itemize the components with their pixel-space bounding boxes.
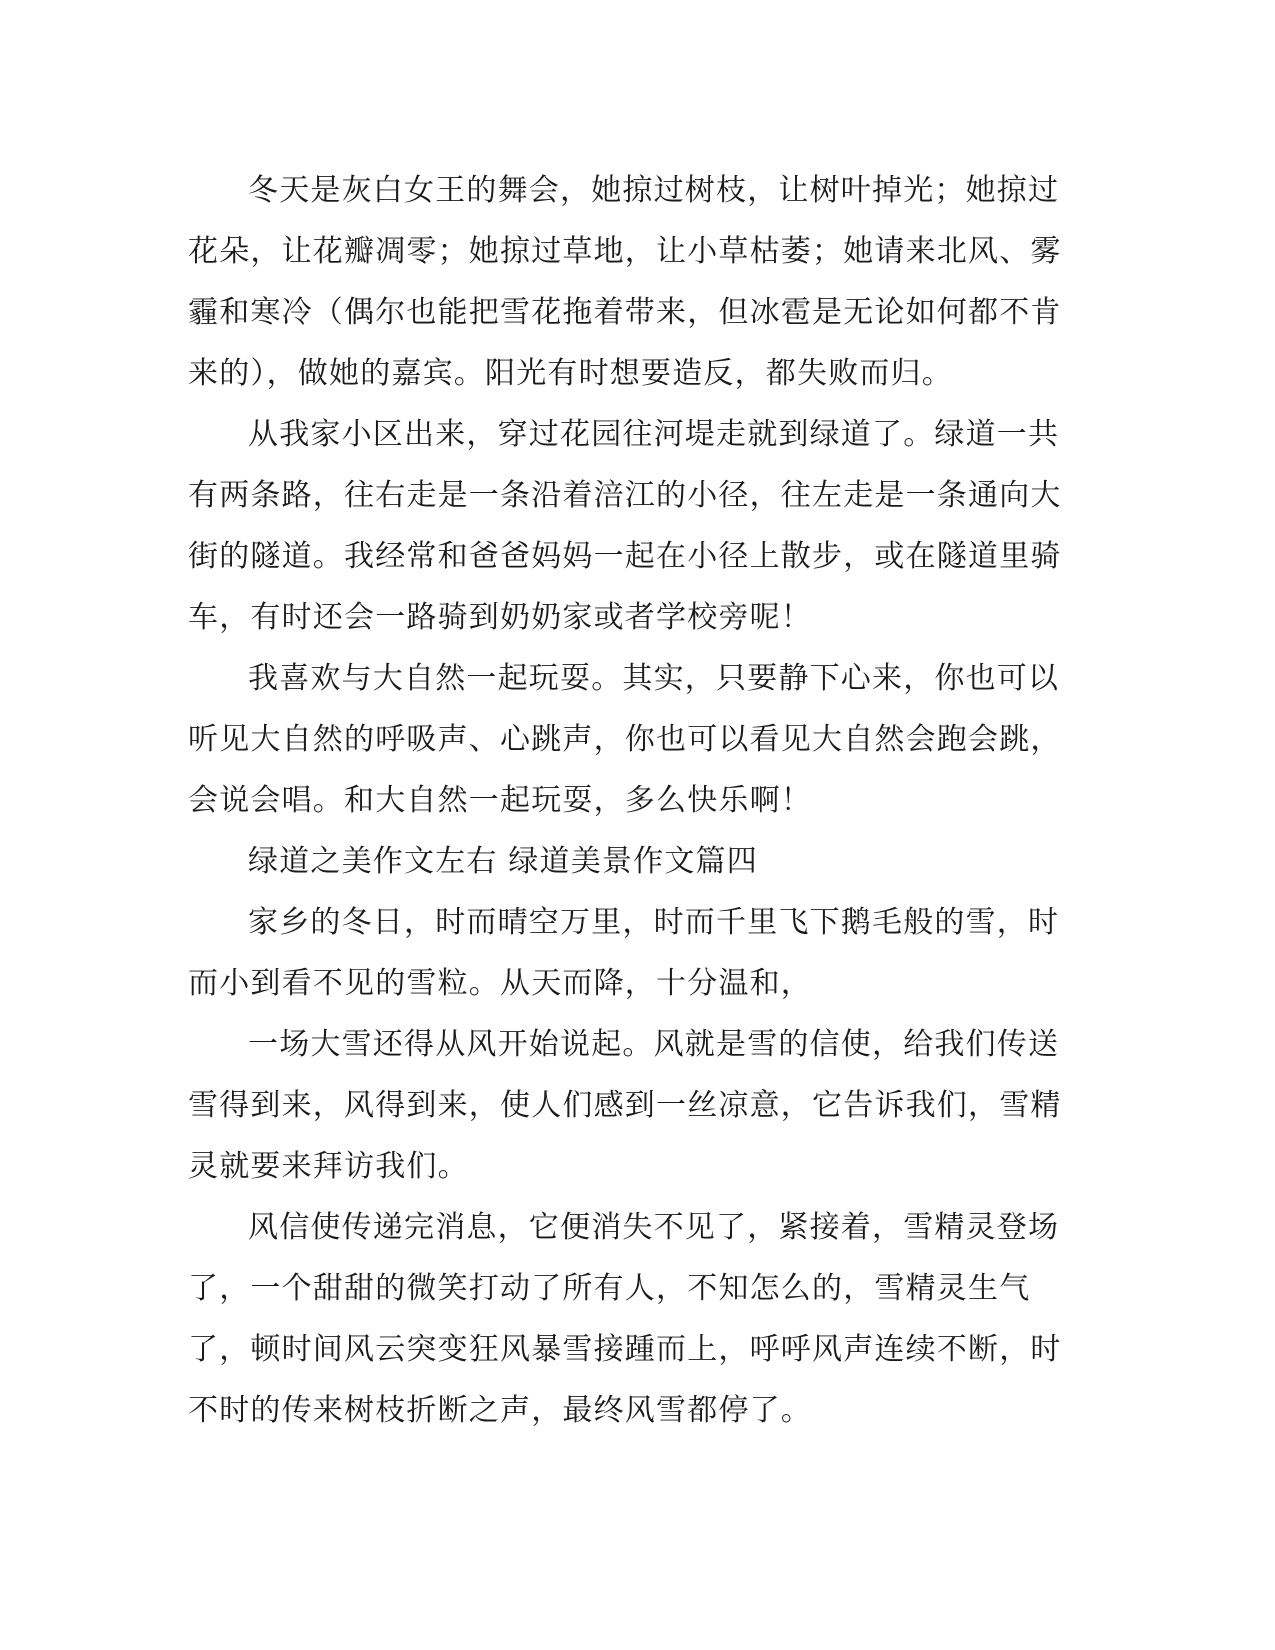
paragraph-wind-messenger: 一场大雪还得从风开始说起。风就是雪的信使，给我们传送雪得到来，风得到来，使人们感到一丝凉意，它告诉我们，雪精灵就要来拜访我们。 (188, 1027, 1062, 1184)
paragraph-hometown-winter: 家乡的冬日，时而晴空万里，时而千里飞下鹅毛般的雪，时而小到看不见的雪粒。从天而降，十分温和， (188, 905, 1060, 1001)
section-heading: 绿道之美作文左右 绿道美景作文篇四 (248, 844, 758, 879)
paragraph-greenway-route: 从我家小区出来，穿过花园往河堤走就到绿道了。绿道一共有两条路，往右走是一条沿着涪江的小径，往左走是一条通向大街的隧道。我经常和爸爸妈妈一起在小径上散步，或在隧道里骑车，有时还会一路骑到奶奶家或者学校旁呢！ (188, 417, 1062, 635)
document-body (188, 160, 1088, 1441)
paragraph-winter-queen: 冬天是灰白女王的舞会，她掠过树枝，让树叶掉光；她掠过花朵，让花瓣凋零；她掠过草地，让小草枯萎；她请来北风、雾霾和寒冷（偶尔也能把雪花拖着带来，但冰雹是无论如何都不肯来的），做她的嘉宾。阳光有时想要造反，都失败而归。 (188, 173, 1062, 391)
paragraph-nature-play: 我喜欢与大自然一起玩耍。其实，只要静下心来，你也可以听见大自然的呼吸声、心跳声，你也可以看见大自然会跑会跳，会说会唱。和大自然一起玩耍，多么快乐啊！ (188, 661, 1062, 818)
paragraph-snow-spirit: 风信使传递完消息，它便消失不见了，紧接着，雪精灵登场了，一个甜甜的微笑打动了所有人，不知怎么的，雪精灵生气了，顿时间风云突变狂风暴雪接踵而上，呼呼风声连续不断，时不时的传来树枝折断之声，最终风雪都停了。 (188, 1210, 1062, 1428)
